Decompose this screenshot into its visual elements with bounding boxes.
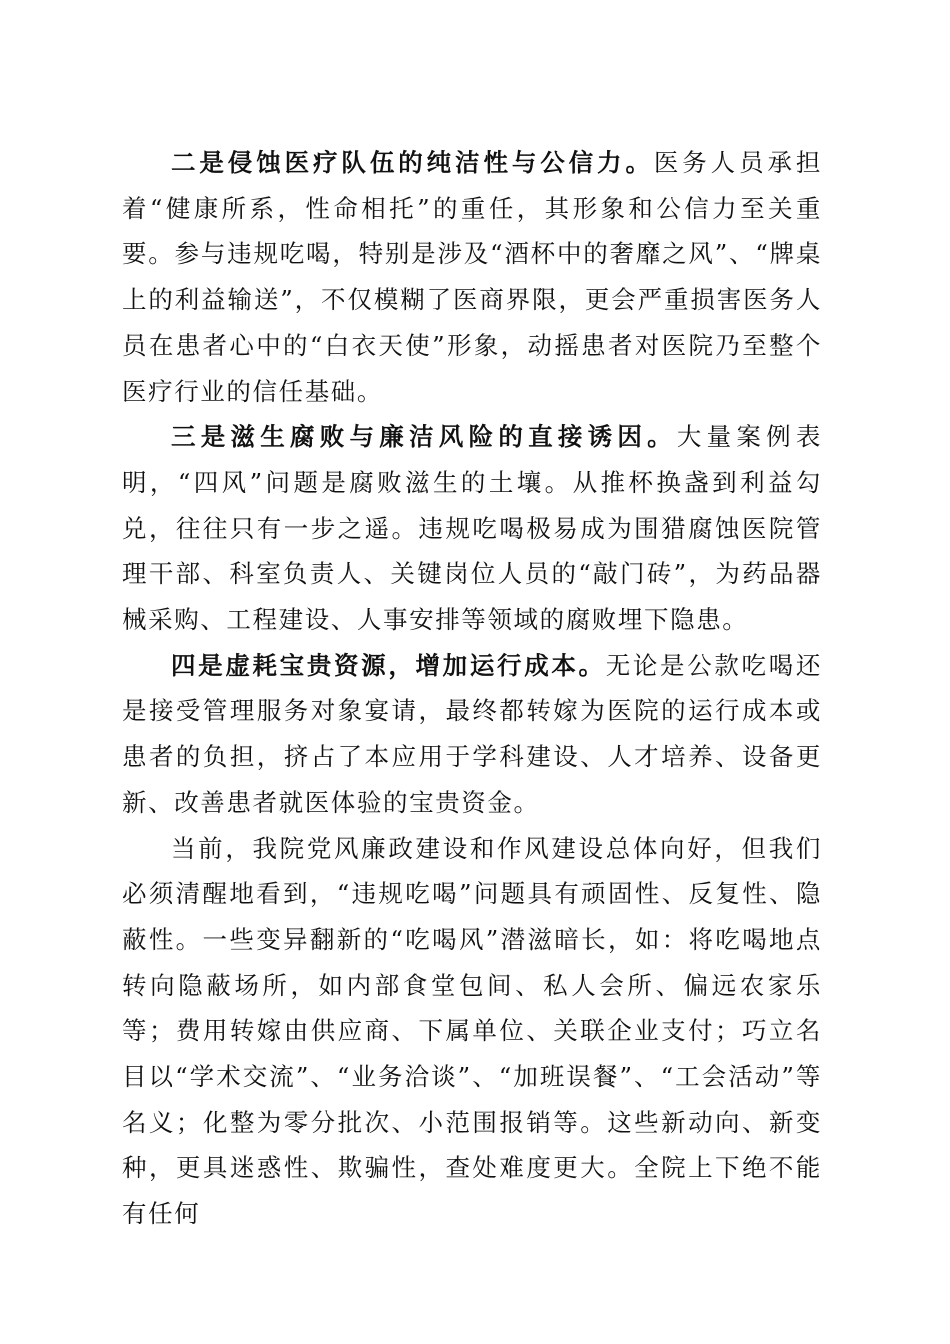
document-page xyxy=(122,140,822,1237)
paragraph-body: 当前，我院党风廉政建设和作风建设总体向好，但我们必须清醒地看到，“违规吃喝”问题具有顽固性、反复性、隐蔽性。一些变异翻新的“吃喝风”潜滋暗长，如：将吃喝地点转向隐蔽场所，如内部食堂包间、私人会所、偏远农家乐等；费用转嫁由供应商、下属单位、关联企业支付；巧立名目以“学术交流”、“业务洽谈”、“加班误餐”、“工会活动”等名义；化整为零分批次、小范围报销等。这些新动向、新变种，更具迷惑性、欺骗性，查处难度更大。全院上下绝不能有任何 xyxy=(122,833,822,1229)
paragraph-resource-waste xyxy=(122,643,822,826)
paragraph-corruption-risk xyxy=(122,414,822,643)
paragraph-body: 大量案例表明，“四风”问题是腐败滋生的土壤。从推杯换盏到利益勾兑，往往只有一步之遥。违规吃喝极易成为围猎腐蚀医院管理干部、科室负责人、关键岗位人员的“敲门砖”，为药品器械采购、工程建设、人事安排等领域的腐败埋下隐患。 xyxy=(122,422,823,635)
paragraph-body: 无论是公款吃喝还是接受管理服务对象宴请，最终都转嫁为医院的运行成本或患者的负担，挤占了本应用于学科建设、人才培养、设备更新、改善患者就医体验的宝贵资金。 xyxy=(122,650,822,817)
paragraph-lead: 二是侵蚀医疗队伍的纯洁性与公信力。 xyxy=(171,148,654,177)
paragraph-current-situation xyxy=(122,826,822,1237)
paragraph-lead: 三是滋生腐败与廉洁风险的直接诱因。 xyxy=(171,422,677,452)
paragraph-body: 医务人员承担着“健康所系，性命相托”的重任，其形象和公信力至关重要。参与违规吃喝，特别是涉及“酒杯中的奢靡之风”、“牌桌上的利益输送”，不仅模糊了医商界限，更会严重损害医务人员在患者心中的“白衣天使”形象，动摇患者对医院乃至整个医疗行业的信任基础。 xyxy=(122,148,822,406)
paragraph-lead: 四是虚耗宝贵资源，增加运行成本。 xyxy=(171,650,606,680)
paragraph-erosion-of-trust xyxy=(122,140,822,414)
